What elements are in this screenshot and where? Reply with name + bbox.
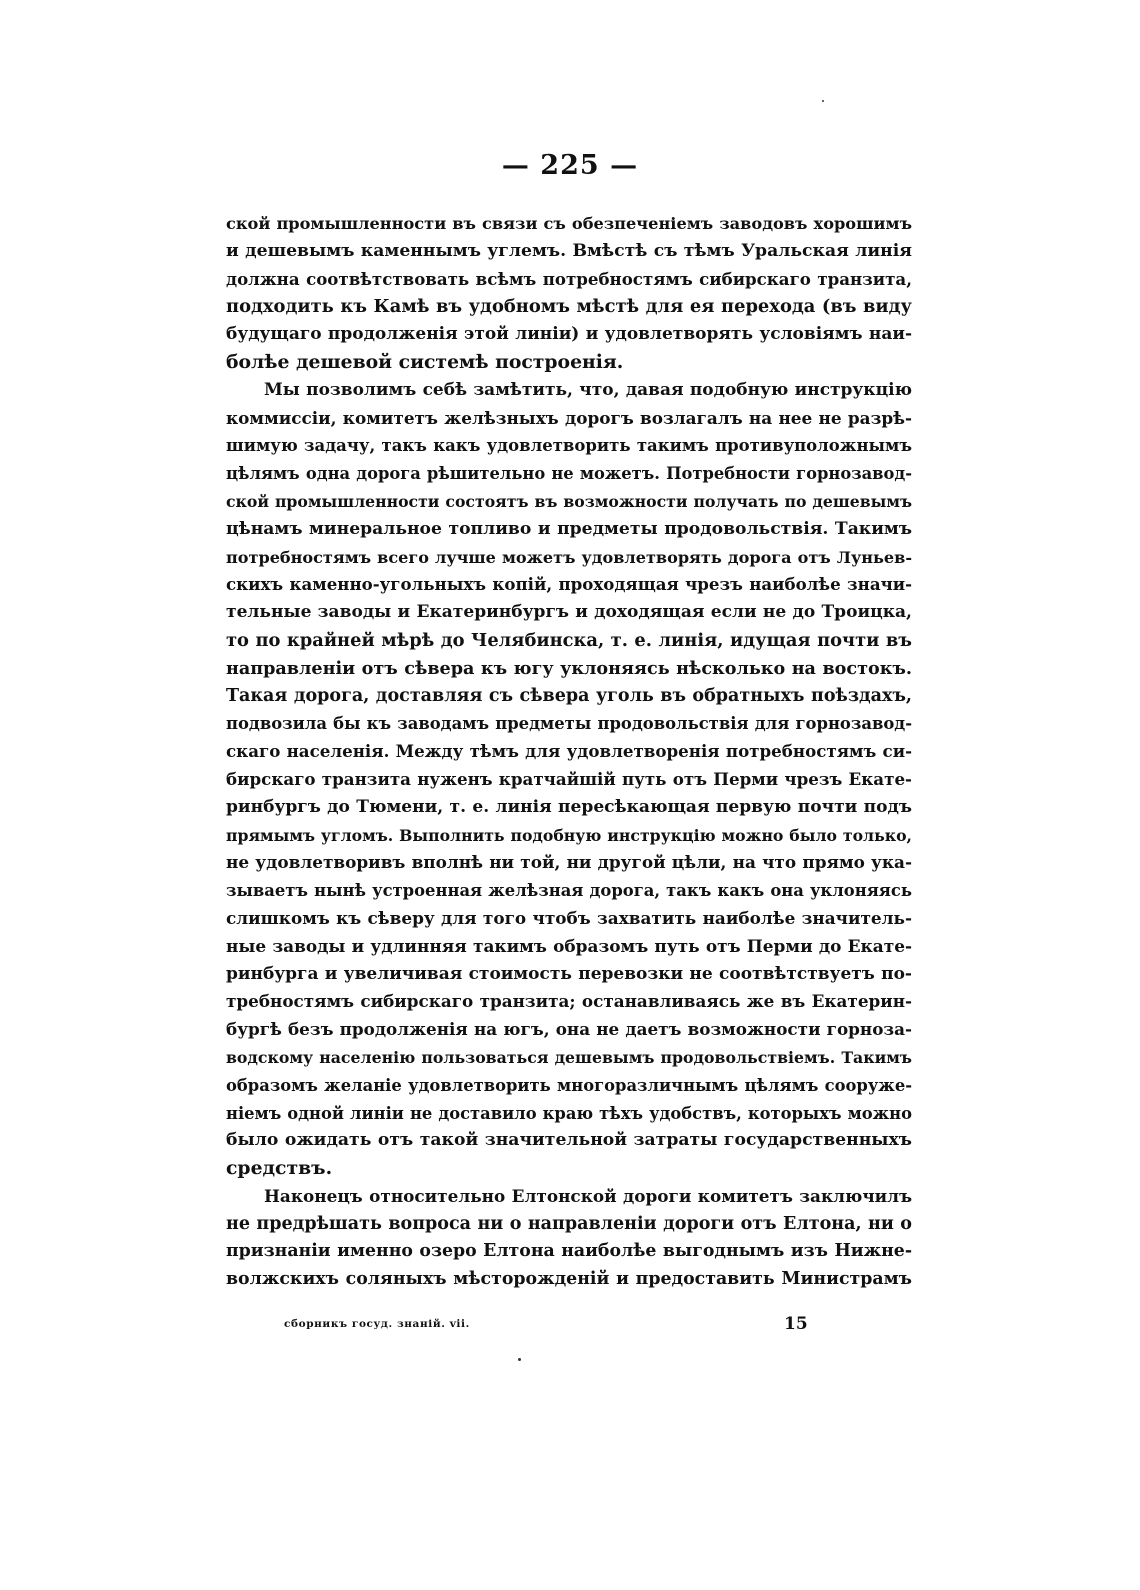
text-line: направленіи отъ сѣвера къ югу уклоняясь нѣсколько на востокъ.	[226, 657, 912, 679]
text-line: подходить къ Камѣ въ удобномъ мѣстѣ для ея перехода (въ виду	[226, 296, 912, 318]
text-line: тельные заводы и Екатеринбургъ и доходящая если не до Троицка,	[226, 602, 912, 623]
text-line: потребностямъ всего лучше можетъ удовлетворять дорога отъ Луньев-	[226, 547, 912, 567]
text-line: средствъ.	[226, 1157, 333, 1180]
text-line: скихъ каменно-угольныхъ копій, проходящая чрезъ наиболѣе значи-	[226, 574, 912, 595]
text-line: подвозила бы къ заводамъ предметы продовольствія для горнозавод-	[226, 714, 912, 734]
text-line: ской промышленности въ связи съ обезпеченіемъ заводовъ хорошимъ	[226, 214, 912, 233]
text-line: водскому населенію пользоваться дешевымъ продовольствіемъ. Такимъ	[226, 1047, 912, 1067]
text-line: ніемъ одной линіи не доставило краю тѣхъ удобствъ, которыхъ можно	[226, 1103, 912, 1123]
text-line: прямымъ угломъ. Выполнить подобную инструкцію можно было только,	[226, 825, 912, 845]
text-line: волжскихъ соляныхъ мѣсторожденій и предоставить Министрамъ	[226, 1269, 912, 1290]
page-number: — 225 —	[501, 150, 639, 181]
text-line: ринбургъ до Тюмени, т. е. линія пересѣкающая первую почти подъ	[226, 796, 912, 817]
text-line: то по крайней мѣрѣ до Челябинска, т. е. линія, идущая почти въ	[226, 629, 912, 651]
sheet-number: 15	[784, 1314, 808, 1334]
text-line: и дешевымъ каменнымъ углемъ. Вмѣстѣ съ тѣмъ Уральская линія	[226, 240, 912, 261]
text-line: признаніи именно озеро Елтона наиболѣе выгоднымъ изъ Нижне-	[226, 1241, 912, 1262]
text-line: Такая дорога, доставляя съ сѣвера уголь въ обратныхъ поѣздахъ,	[226, 685, 912, 706]
text-line: бирскаго транзита нуженъ кратчайшій путь отъ Перми чрезъ Екате-	[226, 768, 912, 789]
print-speck	[822, 100, 824, 102]
text-line: скаго населенія. Между тѣмъ для удовлетворенія потребностямъ си-	[226, 741, 912, 762]
print-speck	[518, 1358, 521, 1361]
text-line: не удовлетворивъ вполнѣ ни той, ни другой цѣли, на что прямо ука-	[226, 852, 912, 873]
text-line: зываетъ нынѣ устроенная желѣзная дорога, такъ какъ она уклоняясь	[226, 881, 912, 901]
text-line: должна соотвѣтствовать всѣмъ потребностямъ сибирскаго транзита,	[226, 268, 912, 289]
text-line: не предрѣшать вопроса ни о направленіи дороги отъ Елтона, ни о	[226, 1213, 912, 1234]
footer-signature: сборникъ госуд. знаній. vii.	[284, 1318, 470, 1330]
text-line: Наконецъ относительно Елтонской дороги комитетъ заключилъ	[264, 1185, 912, 1206]
page-footer	[284, 1314, 814, 1342]
text-line: шимую задачу, такъ какъ удовлетворить такимъ противуположнымъ	[226, 436, 912, 456]
text-line: цѣлямъ одна дорога рѣшительно не можетъ. Потребности горнозавод-	[226, 464, 912, 484]
text-line: коммиссіи, комитетъ желѣзныхъ дорогъ возлагалъ на нее не разрѣ-	[226, 407, 912, 428]
text-line: цѣнамъ минеральное топливо и предметы продовольствія. Такимъ	[226, 518, 912, 539]
text-line: бургѣ безъ продолженія на югъ, она не даетъ возможности горноза-	[226, 1019, 912, 1040]
text-line: было ожидать отъ такой значительной затраты государственныхъ	[226, 1130, 912, 1151]
text-line: слишкомъ къ сѣверу для того чтобъ захватить наиболѣе значитель-	[226, 907, 912, 928]
text-line: ской промышленности состоятъ въ возможности получать по дешевымъ	[226, 491, 912, 511]
text-line: будущаго продолженія этой линіи) и удовлетворять условіямъ наи-	[226, 324, 912, 345]
body-text	[226, 210, 912, 1294]
text-line: образомъ желаніе удовлетворить многоразличнымъ цѣлямъ сооруже-	[226, 1075, 912, 1095]
text-line: Мы позволимъ себѣ замѣтить, что, давая подобную инструкцію	[264, 379, 912, 400]
text-line: ные заводы и удлинняя такимъ образомъ путь отъ Перми до Екате-	[226, 935, 912, 956]
text-line: ринбурга и увеличивая стоимость перевозки не соотвѣтствуетъ по-	[226, 963, 912, 984]
text-line: болѣе дешевой системѣ построенія.	[226, 350, 624, 373]
text-line: требностямъ сибирскаго транзита; останавливаясь же въ Екатерин-	[226, 991, 912, 1012]
